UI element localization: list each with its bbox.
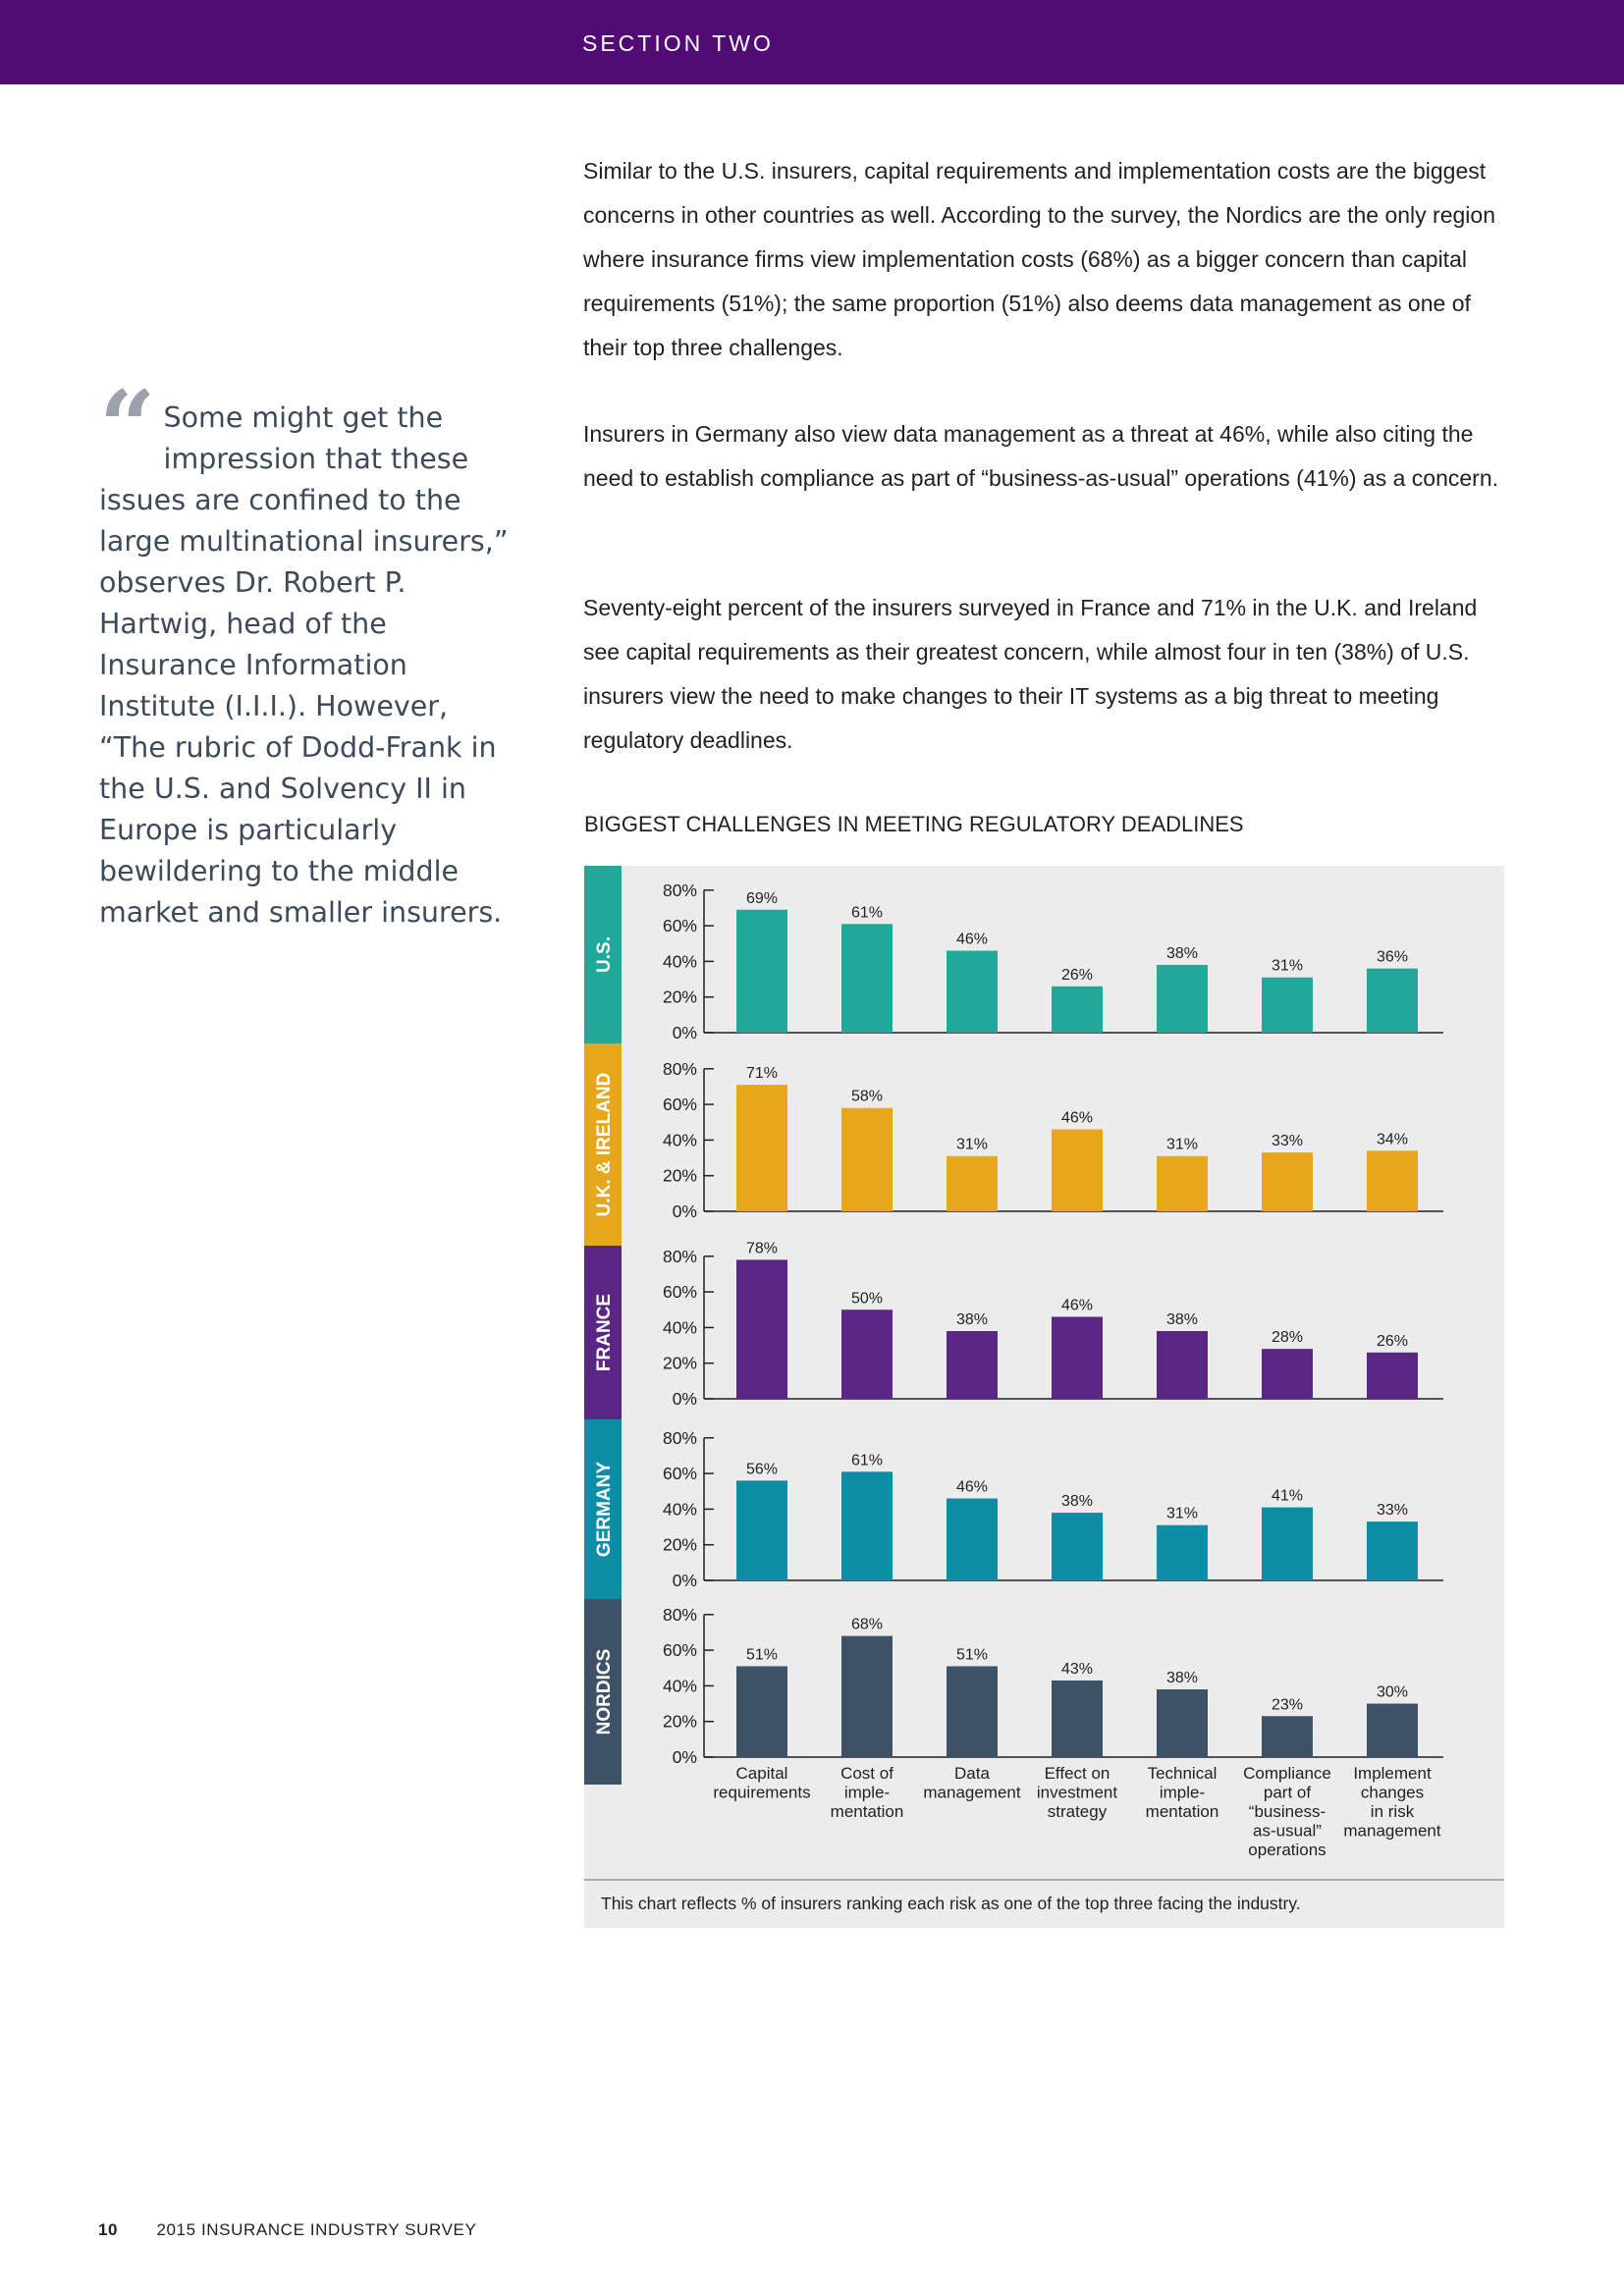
data-label: 68%: [850, 1616, 884, 1633]
data-label: 78%: [745, 1240, 779, 1257]
y-tick-label: 80%: [662, 1246, 697, 1266]
category-label-line: Data: [954, 1764, 990, 1783]
data-label: 61%: [850, 1452, 884, 1469]
y-tick-label: 20%: [662, 987, 697, 1007]
data-label: 71%: [745, 1065, 779, 1083]
category-label-line: strategy: [1047, 1802, 1108, 1821]
y-tick-label: 40%: [662, 1499, 697, 1520]
bar: [1052, 987, 1103, 1033]
category-label-line: as-usual”: [1253, 1821, 1322, 1841]
data-label: 31%: [955, 1136, 989, 1153]
body-paragraph-2: Insurers in Germany also view data management as a threat at 46%, while also citing the need to establish compliance as part of “business-as-usual” operations (41%) as a concern.: [583, 421, 1498, 491]
category-label-line: part of: [1263, 1783, 1312, 1802]
bar: [736, 910, 787, 1033]
data-label: 56%: [745, 1461, 779, 1478]
bar: [736, 1259, 787, 1399]
data-label: 43%: [1060, 1660, 1094, 1678]
y-tick-label: 0%: [672, 1571, 697, 1590]
data-label: 26%: [1376, 1332, 1409, 1350]
region-label: GERMANY: [594, 1461, 615, 1558]
y-tick-label: 20%: [662, 1711, 697, 1732]
category-label-line: Technical: [1147, 1764, 1218, 1783]
y-tick-label: 40%: [662, 951, 697, 972]
region-label: FRANCE: [594, 1293, 615, 1372]
publication-title: 2015 INSURANCE INDUSTRY SURVEY: [156, 2220, 477, 2239]
panel-u-k-ireland: [584, 1043, 1443, 1246]
page-number: 10: [98, 2220, 119, 2239]
data-label: 41%: [1271, 1487, 1304, 1505]
bar: [1262, 1152, 1313, 1211]
bar: [1157, 965, 1208, 1033]
data-label: 33%: [1271, 1133, 1304, 1150]
y-tick-label: 80%: [662, 1604, 697, 1625]
bar: [1157, 1689, 1208, 1757]
bar: [1367, 969, 1418, 1033]
bar: [947, 1156, 998, 1211]
quote-mark-icon: “: [99, 369, 156, 485]
y-tick-label: 20%: [662, 1353, 697, 1373]
section-label: SECTION TWO: [582, 30, 774, 56]
y-tick-label: 60%: [662, 1464, 697, 1484]
category-label-line: in risk: [1370, 1802, 1415, 1821]
category-label-line: mentation: [830, 1802, 904, 1821]
category-label-line: management: [1343, 1821, 1441, 1841]
y-tick-label: 0%: [672, 1201, 697, 1221]
region-label: U.K. & IRELAND: [594, 1072, 615, 1217]
y-tick-label: 0%: [672, 1389, 697, 1409]
category-label-line: investment: [1036, 1783, 1118, 1802]
bar: [1367, 1522, 1418, 1580]
bar: [841, 1471, 893, 1580]
y-tick-label: 40%: [662, 1676, 697, 1696]
category-label: [1146, 1764, 1219, 1821]
bar: [1052, 1513, 1103, 1580]
category-label: [1037, 1764, 1117, 1821]
data-label: 38%: [1060, 1493, 1094, 1511]
bar: [1157, 1331, 1208, 1399]
data-label: 46%: [955, 1478, 989, 1496]
body-paragraph-1: Similar to the U.S. insurers, capital requirements and implementation costs are the biggest concerns in other countries as well. According to the survey, the Nordics are the only region where insurance firms view implementation costs (68%) as a bigger concern than capital requirements (51%); the same proportion (51%) also deems data management as one of their top three challenges.: [583, 158, 1495, 360]
bar: [1262, 1716, 1313, 1757]
bar: [841, 924, 893, 1033]
y-tick-label: 80%: [662, 880, 697, 900]
data-label: 31%: [1165, 1505, 1199, 1522]
bar: [1157, 1156, 1208, 1211]
category-label: [831, 1764, 904, 1821]
panel-nordics: [584, 1599, 1443, 1785]
bar: [1052, 1130, 1103, 1211]
data-label: 51%: [955, 1646, 989, 1664]
category-label: [1243, 1764, 1331, 1859]
data-label: 23%: [1271, 1696, 1304, 1714]
data-label: 38%: [1165, 945, 1199, 963]
bar: [1367, 1150, 1418, 1211]
chart-title: BIGGEST CHALLENGES IN MEETING REGULATORY DEADLINES: [584, 812, 1244, 836]
data-label: 28%: [1271, 1329, 1304, 1347]
data-label: 38%: [955, 1311, 989, 1329]
category-label-line: Compliance: [1243, 1764, 1331, 1783]
category-label-line: Implement: [1353, 1764, 1432, 1783]
category-label-line: imple-: [843, 1783, 891, 1802]
data-label: 61%: [850, 904, 884, 922]
bar: [1262, 978, 1313, 1033]
bar: [736, 1085, 787, 1211]
y-tick-label: 40%: [662, 1317, 697, 1338]
data-label: 51%: [745, 1646, 779, 1664]
category-label-line: Cost of: [840, 1764, 893, 1783]
data-label: 46%: [1060, 1109, 1094, 1127]
panel-france: [584, 1240, 1443, 1419]
data-label: 31%: [1165, 1136, 1199, 1153]
bar: [1157, 1525, 1208, 1580]
bar: [947, 1499, 998, 1580]
bar: [1052, 1681, 1103, 1757]
category-label: [713, 1764, 810, 1802]
panel-u-s: [584, 866, 1443, 1043]
chart-note: This chart reflects % of insurers ranking each risk as one of the top three facing the industry.: [601, 1894, 1301, 1913]
y-tick-label: 60%: [662, 916, 697, 936]
data-label: 38%: [1165, 1311, 1199, 1329]
y-tick-label: 20%: [662, 1165, 697, 1186]
category-label-line: Effect on: [1044, 1764, 1110, 1783]
data-label: 38%: [1165, 1670, 1199, 1687]
bar: [1367, 1704, 1418, 1757]
category-label-line: Capital: [735, 1764, 788, 1783]
bar: [1262, 1508, 1313, 1580]
page-footer: [98, 2220, 476, 2240]
category-label-line: operations: [1248, 1841, 1326, 1859]
category-label-line: changes: [1360, 1783, 1425, 1802]
y-tick-label: 80%: [662, 1427, 697, 1448]
y-tick-label: 40%: [662, 1130, 697, 1150]
data-label: 36%: [1376, 948, 1409, 966]
category-label-line: requirements: [713, 1783, 811, 1802]
category-label: [923, 1764, 1021, 1802]
data-label: 34%: [1376, 1131, 1409, 1148]
category-label-line: management: [923, 1783, 1021, 1802]
body-paragraph-3: Seventy-eight percent of the insurers surveyed in France and 71% in the U.K. and Ireland see capital requirements as their greatest concern, while almost four in ten (38%) of U.S. insurers view the need to make changes to their IT systems as a big threat to meeting regulatory deadlines.: [583, 595, 1478, 753]
category-label-line: “business-: [1248, 1802, 1326, 1821]
y-tick-label: 60%: [662, 1095, 697, 1115]
bar: [841, 1309, 893, 1399]
pull-quote-text: Some might get the impression that these issues are confined to the large multinational insurers,” observes Dr. Robert P. Hartwig, head of the Insurance Information Institute (I.I.I.). However, “The rubric of Dodd-Frank in the U.S. and Solvency II in Europe is particularly bewildering to the middle market and smaller insurers.: [99, 401, 509, 929]
bar: [1052, 1317, 1103, 1399]
region-label: NORDICS: [594, 1648, 615, 1735]
region-label: U.S.: [594, 936, 615, 973]
data-label: 30%: [1376, 1683, 1409, 1701]
bar: [841, 1108, 893, 1211]
panel-germany: [584, 1419, 1443, 1599]
bar: [947, 1666, 998, 1757]
category-label-line: mentation: [1145, 1802, 1219, 1821]
data-label: 58%: [850, 1088, 884, 1105]
y-tick-label: 0%: [672, 1023, 697, 1042]
y-tick-label: 60%: [662, 1640, 697, 1661]
y-tick-label: 0%: [672, 1747, 697, 1767]
bar: [736, 1666, 787, 1757]
category-label: [1343, 1764, 1441, 1841]
bar: [1367, 1353, 1418, 1399]
bar: [947, 951, 998, 1033]
y-tick-label: 20%: [662, 1534, 697, 1555]
bar: [947, 1331, 998, 1399]
bar: [1262, 1349, 1313, 1399]
category-label-line: imple-: [1159, 1783, 1206, 1802]
data-label: 46%: [1060, 1297, 1094, 1314]
data-label: 26%: [1060, 966, 1094, 984]
bar: [841, 1636, 893, 1757]
data-label: 31%: [1271, 957, 1304, 975]
data-label: 50%: [850, 1290, 884, 1308]
y-tick-label: 60%: [662, 1282, 697, 1303]
bar: [736, 1480, 787, 1580]
data-label: 33%: [1376, 1502, 1409, 1520]
data-label: 69%: [745, 889, 779, 907]
y-tick-label: 80%: [662, 1058, 697, 1079]
data-label: 46%: [955, 931, 989, 948]
